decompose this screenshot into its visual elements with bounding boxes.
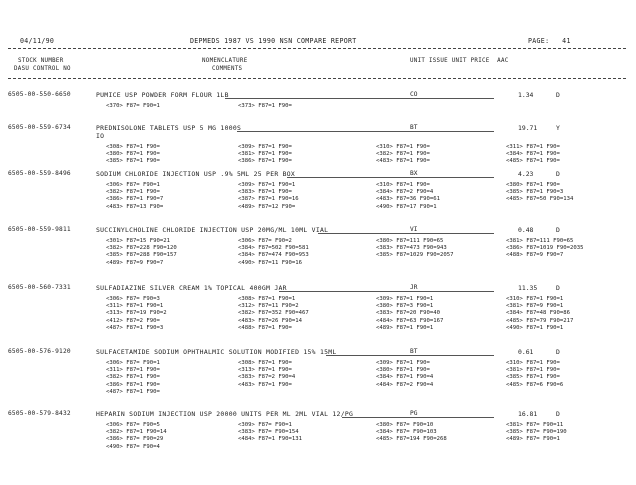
location-count: <484> F87=2 F90=4	[376, 381, 434, 388]
unit-price: 16.81	[518, 410, 538, 418]
location-count: <383> F87=1 F90=	[238, 189, 292, 196]
stock-number: 6505-00-550-6650	[8, 91, 71, 98]
location-count: <385> F87=1 F90=	[106, 158, 160, 165]
leader-rule	[237, 131, 495, 132]
unit-of-issue: CO	[410, 91, 418, 98]
header-rule-top	[8, 48, 626, 49]
location-count: <382> F87=228 F90=120	[106, 245, 177, 252]
location-count: <385> F87= F90=190	[506, 429, 567, 436]
aac-code: D	[556, 91, 560, 99]
location-count: <485> F87=50 F90=134	[506, 196, 574, 203]
location-count: <311> F87=1 F90=	[506, 144, 560, 150]
location-count: <313> F87=1 F90=	[238, 367, 292, 374]
nomenclature: PUMICE USP POWDER FORM FLOUR 1LB	[96, 91, 229, 99]
unit-of-issue: BT	[410, 124, 418, 131]
location-count: <385> F87=1029 F90=2057	[376, 252, 454, 259]
leader-rule	[318, 233, 494, 234]
location-count: <384> F87=48 F90=86	[506, 310, 570, 317]
location-count: <384> F87=1 F90=	[506, 151, 560, 158]
nomenclature: SODIUM CHLORIDE INJECTION USP .9% 5ML 25 PER BOX	[96, 170, 296, 178]
location-count: <483> F87=26 F90=14	[238, 317, 302, 324]
location-count: <385> F87=1 F90=3	[506, 189, 564, 196]
location-count: <380> F87= F90=10	[376, 422, 434, 428]
location-count: <485> F87=6 F90=6	[506, 381, 564, 388]
location-count: <384> F87=1 F90=4	[376, 374, 434, 381]
location-count: <489> F87=12 F90=	[238, 203, 296, 210]
location-count: <489> F87=9 F90=7	[106, 259, 164, 266]
location-count: <306> F87= F90=2	[238, 238, 292, 244]
unit-of-issue: VI	[410, 226, 418, 233]
location-count: <370> F87= F90=1	[106, 103, 160, 109]
location-count: <488> F87=9 F90=7	[506, 252, 564, 259]
location-count: <380> F87=1 F90=	[106, 151, 160, 158]
aac-code: D	[556, 410, 560, 418]
location-count: <386> F87= F90=29	[106, 436, 164, 443]
location-count: <386> F87=1 F90=7	[106, 196, 164, 203]
location-count: <489> F87=1 F90=1	[376, 324, 434, 331]
location-count: <309> F87=1 F90=1	[238, 182, 296, 188]
location-count: <382> F87=1 F90=14	[106, 429, 167, 436]
location-count: <381> F87= F90=11	[506, 422, 564, 428]
location-count: <382> F87=1 F90=	[376, 151, 430, 158]
leader-rule	[225, 98, 494, 99]
location-count: <385> F87=288 F90=157	[106, 252, 177, 259]
location-count: <485> F87=79 F90=217	[506, 317, 574, 324]
aac-code: D	[556, 348, 560, 356]
stock-number: 6505-00-560-7331	[8, 284, 71, 291]
aac-code: Y	[556, 124, 560, 132]
location-count: <382> F87=1 F90=	[106, 189, 160, 196]
location-count: <313> F87=19 F90=2	[106, 310, 167, 317]
location-count: <309> F87=1 F90=	[376, 360, 430, 366]
location-count: <383> F87=473 F90=943	[376, 245, 447, 252]
aac-code: D	[556, 170, 560, 178]
location-count: <490> F87= F90=4	[106, 443, 160, 450]
header-rule-bottom	[8, 78, 626, 79]
leader-rule	[287, 177, 494, 178]
location-count: <308> F87=1 F90=	[106, 144, 160, 150]
location-count: <380> F87=3 F90=1	[376, 303, 434, 310]
location-count: <483> F87=13 F90=	[106, 203, 164, 210]
location-count: <483> F87=1 F90=	[376, 158, 430, 165]
location-count: <484> F87=1 F90=131	[238, 436, 302, 443]
location-count: <306> F87= F90=5	[106, 422, 160, 428]
col-stock-number: STOCK NUMBER	[18, 58, 64, 64]
unit-price: 19.71	[518, 124, 538, 132]
location-count: <373> F87=1 F90=	[238, 103, 292, 109]
location-count: <384> F87=2 F90=4	[376, 189, 434, 196]
location-count: <311> F87=1 F90=	[106, 367, 160, 374]
stock-number: 6505-00-579-8432	[8, 410, 71, 417]
location-count: <381> F87=9 F90=1	[506, 303, 564, 310]
location-count: <490> F87=1 F90=1	[506, 324, 564, 331]
report-title: DEPMEDS 1987 VS 1990 NSN COMPARE REPORT	[190, 37, 357, 45]
nomenclature: HEPARIN SODIUM INJECTION USP 20000 UNITS PER ML 2ML VIAL 12/PG	[96, 410, 354, 418]
aac-code: D	[556, 284, 560, 292]
location-count: <312> F87=11 F90=2	[238, 303, 299, 310]
location-count: <483> F87=36 F90=61	[376, 196, 440, 203]
nomenclature: SULFACETAMIDE SODIUM OPHTHALMIC SOLUTION MODIFIED 15% 15ML	[96, 348, 337, 356]
location-count: <383> F87= F90=154	[238, 429, 299, 436]
unit-price: 11.35	[518, 284, 538, 292]
location-count: <311> F87=1 F90=1	[106, 303, 164, 310]
location-count: <489> F87= F90=1	[506, 436, 560, 443]
location-count: <309> F87=1 F90=	[238, 144, 292, 150]
location-count: <488> F87=1 F90=	[238, 324, 292, 331]
location-count: <308> F87=1 F90=	[238, 360, 292, 366]
stock-number: 6505-00-559-8496	[8, 170, 71, 177]
location-count: <382> F87=1 F90=	[106, 374, 160, 381]
unit-of-issue: BT	[410, 348, 418, 355]
unit-price: 4.23	[518, 170, 534, 178]
location-count: <310> F87=1 F90=1	[506, 296, 564, 302]
location-count: <380> F87=1 F90=	[376, 367, 430, 374]
location-count: <384> F87= F90=103	[376, 429, 437, 436]
unit-price: 1.34	[518, 91, 534, 99]
location-count: <483> F87=1 F90=	[238, 381, 292, 388]
location-count: <382> F87=352 F90=467	[238, 310, 309, 317]
stock-number: 6505-00-559-6734	[8, 124, 71, 131]
stock-number: 6505-00-576-9120	[8, 348, 71, 355]
location-count: <485> F87=194 F90=268	[376, 436, 447, 443]
location-count: <490> F87=11 F90=16	[238, 259, 302, 266]
leader-rule	[326, 355, 494, 356]
col-dasu-control: DASU CONTROL NO	[14, 66, 71, 72]
location-count: <310> F87=1 F90=	[506, 360, 560, 366]
unit-of-issue: PG	[410, 410, 418, 417]
location-count: <309> F87=1 F90=1	[376, 296, 434, 302]
location-count: <306> F87= F90=1	[106, 360, 160, 366]
stock-number: 6505-00-559-9811	[8, 226, 71, 233]
location-count: <308> F87=1 F90=1	[238, 296, 296, 302]
location-count: <309> F87= F90=1	[238, 422, 292, 428]
location-count: <387> F87=1 F90=16	[238, 196, 299, 203]
nomenclature: SULFADIAZINE SILVER CREAM 1% TOPICAL 400GM JAR	[96, 284, 287, 292]
nomenclature: PREDNISOLONE TABLETS USP 5 MG 1000S	[96, 124, 242, 132]
location-count: <386> F87=1 F90=	[238, 158, 292, 165]
col-unit-issue: UNIT ISSUE UNIT PRICE AAC	[410, 58, 509, 64]
location-count: <381> F87=111 F90=65	[506, 238, 574, 244]
col-nomenclature: NOMENCLATURE	[202, 58, 248, 64]
location-count: <310> F87=1 F90=	[376, 144, 430, 150]
location-count: <386> F87=1019 F90=2035	[506, 245, 584, 252]
location-count: <385> F87=1 F90=	[506, 374, 560, 381]
location-count: <487> F87=1 F90=3	[106, 324, 164, 331]
location-count: <380> F87=111 F90=65	[376, 238, 444, 244]
location-count: <384> F87=474 F90=953	[238, 252, 309, 259]
location-count: <384> F87=502 F90=581	[238, 245, 309, 252]
location-count: <381> F87=1 F90=	[238, 151, 292, 158]
location-count: <383> F87=2 F90=4	[238, 374, 296, 381]
location-count: <386> F87=1 F90=	[106, 381, 160, 388]
unit-price: 0.61	[518, 348, 534, 356]
location-count: <485> F87=1 F90=	[506, 158, 560, 165]
location-count: <306> F87= F90=1	[106, 182, 160, 188]
nomenclature-cont: IO	[96, 132, 105, 140]
page-label: PAGE:	[528, 37, 550, 45]
location-count: <381> F87=1 F90=	[506, 367, 560, 374]
page-indicator	[528, 37, 571, 45]
leader-rule	[279, 291, 494, 292]
col-comments: COMMENTS	[212, 66, 243, 72]
nomenclature: SUCCINYLCHOLINE CHLORIDE INJECTION USP 20MG/ML 10ML VIAL	[96, 226, 329, 234]
location-count: <490> F87=17 F90=1	[376, 203, 437, 210]
page-number: 41	[562, 37, 571, 45]
report-date: 04/11/90	[20, 37, 55, 45]
unit-price: 0.48	[518, 226, 534, 234]
unit-of-issue: BX	[410, 170, 418, 177]
location-count: <301> F87=15 F90=21	[106, 238, 170, 244]
location-count: <306> F87= F90=3	[106, 296, 160, 302]
aac-code: D	[556, 226, 560, 234]
leader-rule	[342, 417, 494, 418]
location-count: <383> F87=20 F90=40	[376, 310, 440, 317]
location-count: <310> F87=1 F90=	[376, 182, 430, 188]
location-count: <412> F87=2 F90=	[106, 317, 160, 324]
location-count: <380> F87=1 F90=	[506, 182, 560, 188]
location-count: <487> F87=1 F90=	[106, 388, 160, 395]
unit-of-issue: JR	[410, 284, 418, 291]
location-count: <484> F87=63 F90=167	[376, 317, 444, 324]
